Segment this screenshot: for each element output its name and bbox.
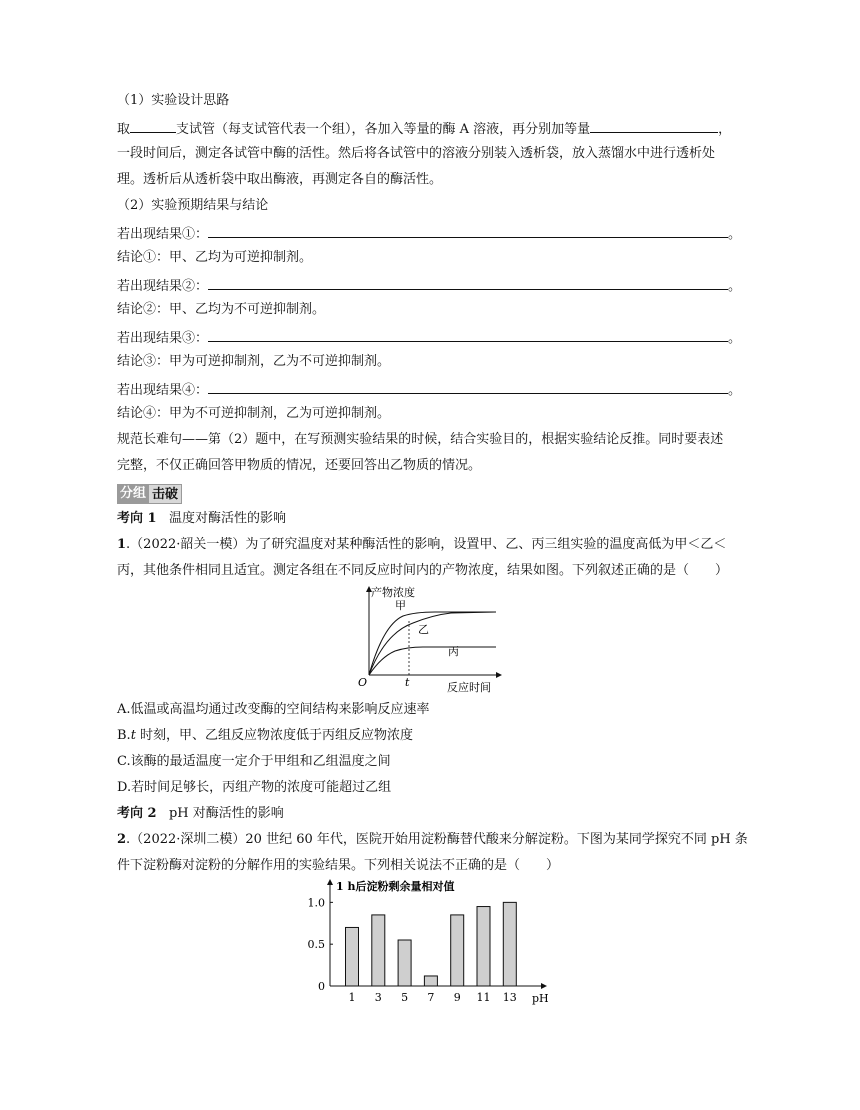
answer-blank-reagent[interactable]	[590, 118, 718, 133]
option-text: 时刻，甲、乙组反应物浓度低于丙组反应物浓度	[135, 728, 414, 743]
topic2-heading	[117, 805, 284, 823]
origin-label: O	[358, 676, 368, 689]
text-fragment: ，	[718, 122, 732, 137]
result-end: 。	[728, 383, 742, 398]
curve-bing	[369, 647, 496, 675]
x-axis-label: pH	[532, 992, 549, 1005]
text-fragment: 支试管（每支试管代表一个组），各加入等量的酶 A 溶液，再分别加等量	[176, 122, 591, 137]
q1-line1	[117, 536, 726, 554]
y-axis-label: 产物浓度	[371, 586, 415, 599]
tip-line-2: 完整，不仅正确回答甲物质的情况，还要回答出乙物质的情况。	[117, 458, 482, 473]
curve-jia	[369, 612, 496, 675]
y-tick-label: 0	[318, 980, 325, 993]
ph-bar-chart	[300, 876, 560, 1006]
result-end: 。	[728, 331, 742, 346]
q2-line1	[117, 831, 748, 849]
bar-ph-9	[451, 915, 464, 986]
conclusion-2: 结论②：甲、乙均为不可逆抑制剂。	[117, 302, 326, 317]
x-axis-label: 反应时间	[447, 681, 491, 694]
q1-option-b[interactable]	[117, 727, 413, 745]
answer-blank-result-4[interactable]	[208, 379, 728, 394]
x-tick-label: 11	[476, 991, 491, 1004]
answer-blank-count[interactable]	[130, 118, 176, 133]
result-prefix: 若出现结果①：	[117, 227, 209, 242]
x-tick-label: 7	[427, 991, 435, 1004]
section1-para-line3: 理。透析后从透析袋中取出酶液，再测定各自的酶活性。	[117, 172, 443, 187]
result-line-4	[117, 379, 741, 400]
y-tick-label: 1.0	[307, 896, 325, 910]
result-end: 。	[728, 279, 742, 294]
bar-ph-11	[477, 907, 490, 986]
question-text: .（2022·韶关一模）为了研究温度对某种酶活性的影响，设置甲、乙、丙三组实验的温度高低为甲＜乙＜	[126, 537, 727, 552]
result-prefix: 若出现结果④：	[117, 383, 209, 398]
series-label-jia: 甲	[395, 599, 406, 612]
tag-part-a: 分组	[117, 484, 149, 504]
tip-line-1: 规范长难句——第（2）题中，在写预测实验结果的时候，结合实验目的，根据实验结论反推。同时要表述	[117, 432, 724, 447]
q2-line2: 件下淀粉酶对淀粉的分解作用的实验结果。下列相关说法不正确的是（ ）	[117, 858, 560, 873]
section1-para-line2: 一段时间后，测定各试管中酶的活性。然后将各试管中的溶液分别装入透析袋，放入蒸馏水中进行透析处	[117, 146, 716, 161]
reaction-curve-figure	[355, 583, 505, 695]
conclusion-4: 结论④：甲为不可逆抑制剂，乙为可逆抑制剂。	[117, 406, 391, 421]
bar-ph-13	[503, 902, 516, 986]
tag-part-b: 击破	[149, 484, 182, 504]
section1-para-line1	[117, 118, 731, 139]
curve-yi	[369, 612, 496, 675]
conclusion-1: 结论①：甲、乙均为可逆抑制剂。	[117, 250, 313, 265]
bar-ph-5	[398, 940, 411, 986]
t-label: t	[405, 676, 410, 689]
x-tick-label: 5	[401, 991, 409, 1004]
x-tick-label: 13	[502, 991, 517, 1004]
answer-blank-result-3[interactable]	[208, 327, 728, 342]
answer-blank-result-1[interactable]	[208, 223, 728, 238]
q1-option-a[interactable]: A.低温或高温均通过改变酶的空间结构来影响反应速率	[117, 702, 430, 717]
topic-title: 温度对酶活性的影响	[168, 511, 286, 526]
answer-blank-result-2[interactable]	[208, 275, 728, 290]
question-number: 1	[117, 537, 127, 552]
bar-ph-1	[346, 927, 359, 986]
y-axis-label: 1 h后淀粉剩余量相对值	[336, 880, 455, 893]
x-tick-label: 3	[374, 991, 382, 1004]
bar-ph-3	[372, 915, 385, 986]
y-tick-label: 0.5	[307, 938, 325, 952]
text-fragment: 取	[117, 122, 131, 137]
q1-line2: 丙，其他条件相同且适宜。测定各组在不同反应时间内的产物浓度，结果如图。下列叙述正确的是（ ）	[117, 563, 729, 578]
topic-title: pH 对酶活性的影响	[168, 806, 284, 821]
result-prefix: 若出现结果②：	[117, 279, 209, 294]
bar-ph-7	[424, 976, 437, 986]
series-label-yi: 乙	[418, 623, 429, 636]
topic-label: 考向 2	[117, 806, 157, 821]
result-prefix: 若出现结果③：	[117, 331, 209, 346]
x-tick-label: 1	[348, 991, 356, 1004]
result-end: 。	[728, 227, 742, 242]
q1-option-c[interactable]: C.该酶的最适温度一定介于甲组和乙组温度之间	[117, 754, 391, 769]
result-line-3	[117, 327, 741, 348]
topic-label: 考向 1	[117, 511, 157, 526]
option-letter: B.	[117, 728, 131, 743]
section-tag	[117, 484, 182, 504]
series-label-bing: 丙	[448, 645, 459, 658]
question-text: .（2022·深圳二模）20 世纪 60 年代，医院开始用淀粉酶替代酸来分解淀粉。下图为某同学探究不同 pH 条	[126, 832, 748, 847]
result-line-2	[117, 275, 741, 296]
section1-heading: （1）实验设计思路	[117, 93, 230, 108]
section2-heading: （2）实验预期结果与结论	[117, 198, 269, 213]
option-t: t	[130, 728, 136, 743]
question-number: 2	[117, 832, 127, 847]
result-line-1	[117, 223, 741, 244]
conclusion-3: 结论③：甲为可逆抑制剂，乙为不可逆抑制剂。	[117, 354, 391, 369]
q1-option-d[interactable]: D.若时间足够长，丙组产物的浓度可能超过乙组	[117, 780, 392, 795]
x-tick-label: 9	[453, 991, 461, 1004]
topic1-heading	[117, 510, 286, 528]
